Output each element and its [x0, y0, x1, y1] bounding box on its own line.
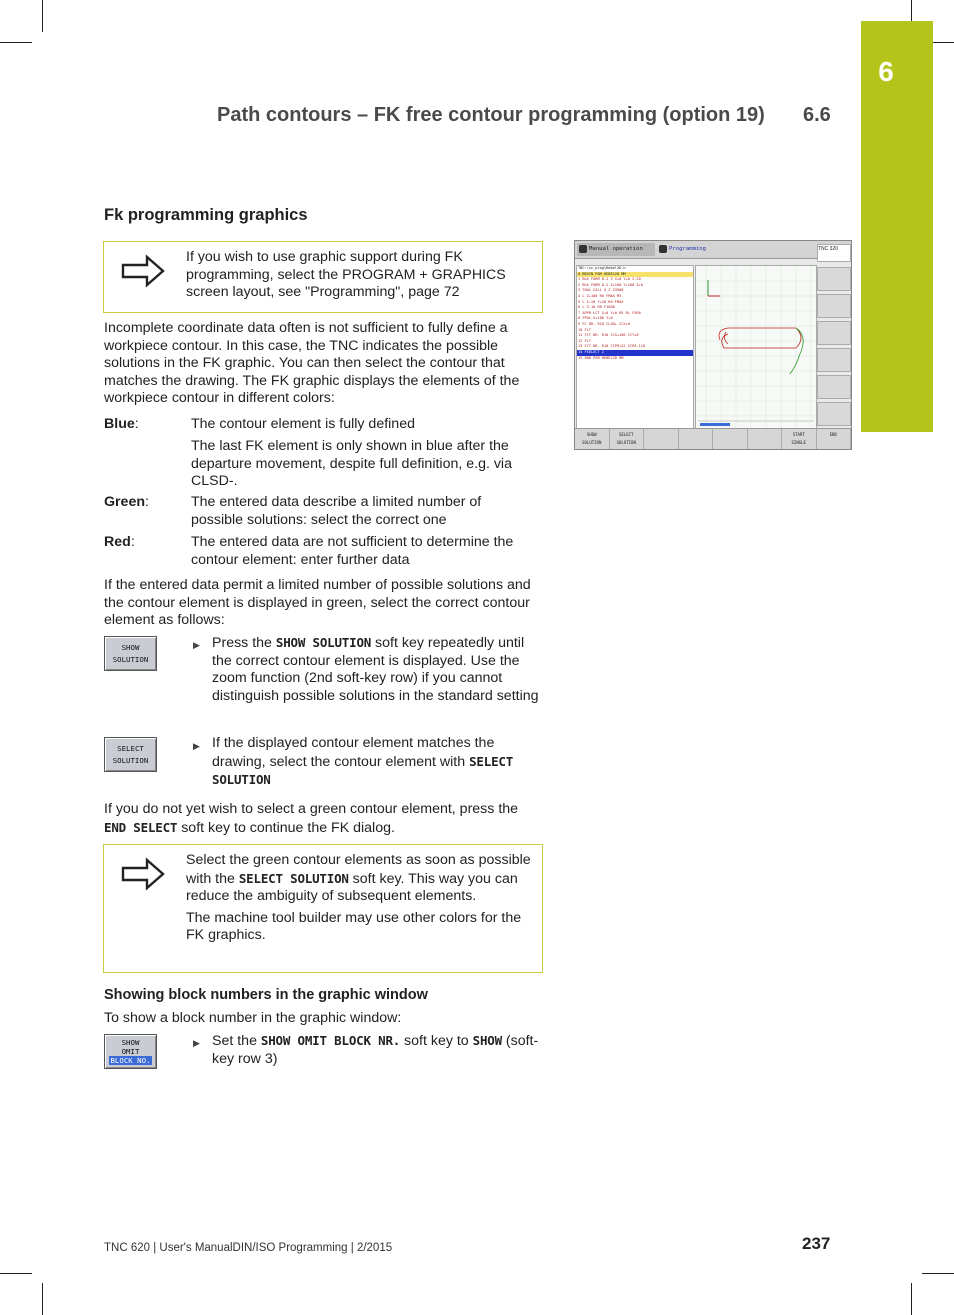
arrow-right-icon	[120, 857, 166, 891]
bottom-softkey[interactable]	[817, 429, 852, 450]
bottom-softkey[interactable]	[782, 429, 817, 450]
manual-mode-icon	[579, 245, 587, 253]
vertical-softkey[interactable]	[817, 294, 851, 318]
def-blue-2: The last FK element is only shown in blue after the departure movement, despite full definition, e.g. via CLSD-.	[191, 438, 512, 490]
vertical-softkey[interactable]	[817, 267, 851, 291]
program-line[interactable]: 13 FCT DR- R10 CCPR+22 CCPA-110	[578, 344, 646, 349]
bullet-triangle-icon: ▶	[193, 741, 200, 751]
program-line[interactable]: 4 L Z+100 R0 FMAX M3	[578, 293, 622, 298]
note-text: If you wish to use graphic support during FK programming, select the PROGRAM + GRAPHICS screen layout, see "Programming", page 72	[186, 249, 506, 301]
program-line[interactable]: 12 FLT	[578, 338, 591, 343]
footer-text: TNC 620 | User's ManualDIN/ISO Programming | 2/2015	[104, 1242, 393, 1254]
running-header-section: 6.6	[803, 104, 831, 126]
def-red: The entered data are not sufficient to determine the contour element: enter further data	[191, 534, 514, 568]
program-line[interactable]: 1 BLK FORM 0.1 Z X+0 Y+0 Z-20	[578, 277, 641, 282]
bottom-softkey[interactable]	[575, 429, 610, 450]
subheading: Showing block numbers in the graphic window	[104, 987, 428, 1003]
bottom-softkey[interactable]	[748, 429, 783, 450]
program-listing	[576, 265, 694, 429]
program-path: TNC:\nc_prog\Hebel2D.h	[578, 266, 626, 270]
select-solution-softkey[interactable]: SELECT SOLUTION	[104, 737, 157, 772]
program-line[interactable]: 0 BEGIN PGM HEBEL2D MM	[577, 272, 693, 278]
bottom-softkey[interactable]	[713, 429, 748, 450]
paragraph-3: If you do not yet wish to select a green contour element, press the END SELECT soft key to continue the FK dialog.	[104, 801, 519, 836]
page-number: 237	[802, 1234, 831, 1253]
tnc-screenshot	[574, 240, 852, 450]
program-line[interactable]: 11 FCT DR- R10 CCX+100 CCY+0	[578, 333, 639, 338]
tab-manual-operation[interactable]: Manual operation	[577, 243, 655, 256]
program-line[interactable]: 3 TOOL CALL 5 Z S3500	[578, 288, 624, 293]
vertical-softkey[interactable]	[817, 348, 851, 372]
show-solution-softkey[interactable]: SHOW SOLUTION	[104, 636, 157, 671]
paragraph-2: If the entered data permit a limited number of possible solutions and the contour element is displayed in green, select the correct contour element as follows:	[104, 577, 531, 629]
paragraph-4: To show a block number in the graphic window:	[104, 1010, 402, 1026]
softkey-label: END	[829, 432, 837, 437]
vertical-softkeys	[817, 267, 850, 427]
softkey-label: SOLUTION	[616, 440, 636, 445]
bottom-softkey[interactable]	[610, 429, 645, 450]
program-line[interactable]: 6 L Z-10 R0 F1000	[578, 305, 615, 310]
intro-paragraph: Incomplete coordinate data often is not sufficient to fully define a workpiece contour. In this case, the TNC indicates the possible solutions in the FK graphic. You can then select the contour that matches the drawing. The FK graphic displays the elements of the workpiece contour in different colors:	[104, 320, 520, 407]
softkey-label: SINGLE	[791, 440, 806, 445]
arrow-right-icon	[120, 254, 166, 288]
softkey-label: SHOW	[586, 432, 597, 437]
term-red: Red:	[104, 534, 135, 550]
fk-graphic-window	[695, 265, 817, 429]
program-line[interactable]: 9 FC DR- R18 CLSD+ CCX+0	[578, 321, 630, 326]
term-green: Green:	[104, 494, 149, 510]
programming-mode-icon	[659, 245, 667, 253]
bullet-triangle-icon: ▶	[193, 640, 200, 650]
term-blue: Blue:	[104, 416, 139, 432]
section-heading: Fk programming graphics	[104, 206, 308, 224]
bullet-triangle-icon: ▶	[193, 1038, 200, 1048]
note-text-2: Select the green contour elements as soon as possible with the SELECT SOLUTION soft key. This way you can reduce the ambiguity of subsequent elements. The machine tool builder may use other colors for the FK graphics.	[186, 852, 531, 944]
program-line[interactable]: 14 FSELECT 2	[577, 350, 693, 356]
tab-programming[interactable]: Programming	[657, 243, 777, 256]
program-line[interactable]: 10 FLT	[578, 327, 591, 332]
step-show-block-numbers: ▶ Set the SHOW OMIT BLOCK NR. soft key to SHOW (soft-key row 3)	[193, 1033, 539, 1067]
bottom-softkey[interactable]	[644, 429, 679, 450]
vertical-softkey[interactable]	[817, 375, 851, 399]
program-line[interactable]: 5 L X-20 Y+20 R0 FMAX	[578, 299, 624, 304]
tnc-logo: TNC 320	[817, 244, 851, 262]
softkey-label: START	[792, 432, 805, 437]
softkey-label: SELECT	[619, 432, 634, 437]
horizontal-softkey-row	[575, 428, 851, 450]
vertical-softkey[interactable]	[817, 402, 851, 426]
vertical-softkey[interactable]	[817, 321, 851, 345]
chapter-number: 6	[878, 56, 894, 87]
tnc-top-bar	[575, 241, 851, 259]
show-omit-block-no-softkey[interactable]: SHOW OMIT BLOCK NO.	[104, 1034, 157, 1069]
program-line[interactable]: 15 END PGM HEBEL2D MM	[578, 355, 624, 360]
def-green: The entered data describe a limited number of possible solutions: select the correct one	[191, 494, 482, 528]
note-box-2	[103, 844, 543, 973]
program-line[interactable]: 7 APPR LCT X+0 Y+0 R5 RL F500	[578, 310, 641, 315]
program-line[interactable]: 8 FPOL X+100 Y+0	[578, 316, 613, 321]
step-select-solution: ▶ If the displayed contour element matches the drawing, select the contour element with SELECT SOLUTION	[193, 735, 514, 788]
step-show-solution: ▶ Press the SHOW SOLUTION soft key repeatedly until the correct contour element is displayed. Use the zoom function (2nd soft-key row) if you cannot distinguish possible solutions in the standard setting	[193, 635, 539, 704]
def-blue-1: The contour element is fully defined	[191, 416, 415, 432]
bottom-softkey[interactable]	[679, 429, 714, 450]
softkey-label: SOLUTION	[582, 440, 602, 445]
program-line[interactable]: 2 BLK FORM 0.2 X+100 Y+100 Z+0	[578, 282, 643, 287]
fk-graphic-svg	[696, 266, 816, 428]
note-box	[103, 241, 543, 313]
running-header-title: Path contours – FK free contour programming (option 19)	[217, 104, 765, 126]
